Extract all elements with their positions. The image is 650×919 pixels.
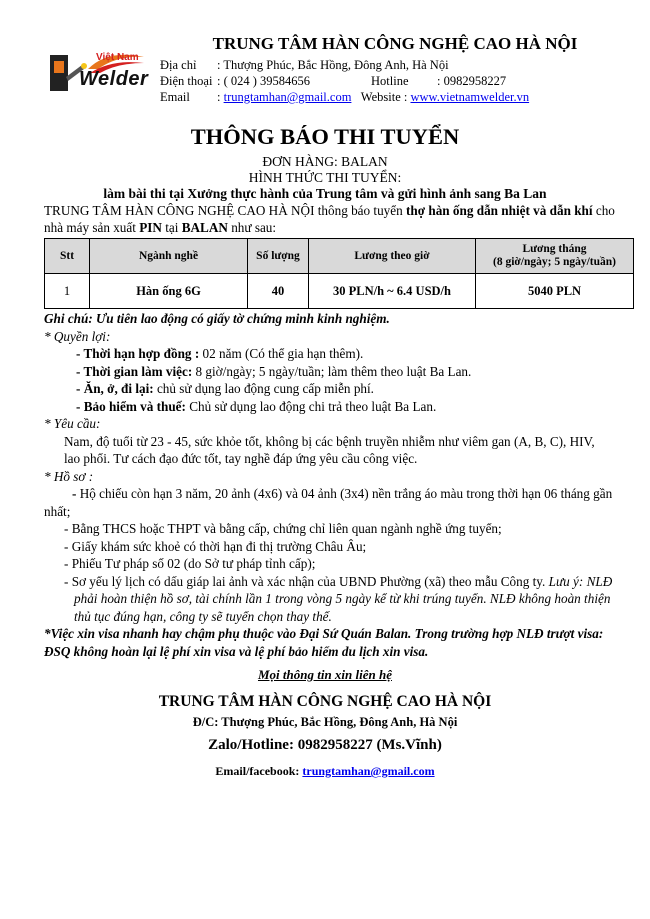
- requirements-line-1: Nam, độ tuổi từ 23 - 45, sức khỏe tốt, không bị các bệnh truyền nhiễm như viêm gan (A, B, C), HIV,: [64, 433, 595, 449]
- doc-dash: -: [72, 486, 80, 501]
- contact-heading: Mọi thông tin xin liên hệ: [257, 667, 392, 682]
- header-org-name: TRUNG TÂM HÀN CÔNG NGHỆ CAO HÀ NỘI: [212, 34, 578, 53]
- doc-passport-line-1: [44, 485, 634, 503]
- right-label: - Thời hạn hợp đồng :: [76, 346, 200, 361]
- intro-text-4: như sau:: [227, 220, 277, 235]
- hotline-value: : 0982958227: [437, 74, 507, 88]
- intro-text-3: tại: [161, 220, 182, 235]
- intro-text-1: TRUNG TÂM HÀN CÔNG NGHỆ CAO HÀ NỘI thông báo tuyển: [44, 203, 407, 218]
- doc-passport-line-2: nhất;: [44, 503, 71, 519]
- order-line: ĐƠN HÀNG: BALAN: [262, 154, 388, 169]
- col-header-job: Ngành nghề: [90, 239, 248, 274]
- email-label: Email: [160, 90, 190, 104]
- visa-line-2: ĐSQ không hoàn lại lệ phí xin visa và lệ phí bảo hiểm du lịch xin visa.: [44, 643, 429, 659]
- col-header-qty: Số lượng: [248, 239, 309, 274]
- monthly-header-title: Lương tháng: [522, 243, 587, 255]
- doc-cv-text: - Sơ yếu lý lịch có dấu giáp lai ảnh và xác nhận của UBND Phường (xã) theo mẫu Công ty.: [64, 573, 549, 589]
- right-label: - Ăn, ở, đi lại:: [76, 381, 154, 396]
- requirements-heading: * Yêu cầu:: [44, 416, 101, 431]
- header-address: [160, 57, 449, 73]
- cell-job: Hàn ống 6G: [90, 274, 248, 309]
- email-colon: :: [217, 90, 221, 104]
- form-label: HÌNH THỨC THI TUYỂN:: [248, 170, 402, 185]
- header-email: [160, 89, 529, 105]
- table-header-row: [45, 239, 634, 274]
- doc-health: - Giấy khám sức khoẻ có thời hạn đi thị trường Châu Âu;: [64, 538, 367, 554]
- monthly-header-sub: (8 giờ/ngày; 5 ngày/tuần): [493, 256, 616, 268]
- phone-value: : ( 024 ) 39584656: [217, 74, 311, 88]
- intro-paragraph: [44, 202, 634, 236]
- doc-judicial: - Phiếu Tư pháp số 02 (do Sở tư pháp tỉnh cấp);: [64, 556, 316, 571]
- email-link[interactable]: trungtamhan@gmail.com: [223, 90, 352, 104]
- logo-text-top: Việt Nam: [96, 52, 139, 63]
- footer-email-label: Email/facebook:: [215, 764, 303, 778]
- doc-cv-line-3: thủ tục đúng hạn, công ty sẽ tuyển chọn thay thế.: [74, 608, 332, 624]
- right-hours: [44, 363, 634, 381]
- right-text: chủ sử dụng lao động cung cấp miễn phí.: [153, 381, 374, 396]
- header-phone: [160, 73, 506, 89]
- job-table: [44, 238, 634, 309]
- footer-address: Đ/C: Thượng Phúc, Bắc Hồng, Đông Anh, Hà Nội: [192, 715, 458, 729]
- right-text: 02 năm (Có thể gia hạn thêm).: [199, 346, 364, 361]
- doc-cv-line-1: [44, 573, 634, 591]
- cell-monthly: 5040 PLN: [476, 274, 634, 309]
- intro-product: PIN: [139, 220, 162, 235]
- cell-qty: 40: [248, 274, 309, 309]
- doc-cv-note: Lưu ý: NLĐ: [548, 573, 613, 589]
- right-insurance: [44, 398, 634, 416]
- intro-job: thợ hàn ống dẫn nhiệt và dẫn khí: [406, 203, 593, 218]
- footer-email: [0, 764, 650, 779]
- rights-heading: * Quyền lợi:: [44, 328, 111, 344]
- note-line: Ghi chú: Ưu tiên lao động có giấy tờ chứng minh kinh nghiệm.: [44, 311, 390, 326]
- doc-cv-line-2: phải hoàn thiện hồ sơ, tài chính lần 1 trong vòng 5 ngày kể từ khi trúng tuyển. NLĐ không hoàn thiện: [74, 591, 611, 606]
- address-label: Địa chỉ: [160, 58, 197, 72]
- notice-title: THÔNG BÁO THI TUYỂN: [190, 124, 460, 149]
- footer-zalo: Zalo/Hotline: 0982958227 (Ms.Vĩnh): [208, 737, 442, 753]
- logo-text-bottom: Welder: [79, 68, 149, 90]
- details-section: [44, 310, 634, 660]
- documents-heading: * Hồ sơ :: [44, 468, 94, 484]
- table-row: [45, 274, 634, 309]
- cell-hourly: 30 PLN/h ~ 6.4 USD/h: [309, 274, 476, 309]
- right-living: [44, 380, 634, 398]
- hotline-label: Hotline: [371, 74, 409, 88]
- visa-line-1: *Việc xin visa nhanh hay chậm phụ thuộc vào Đại Sứ Quán Balan. Trong trường hợp NLĐ trượt visa:: [44, 626, 604, 641]
- intro-country: BALAN: [181, 220, 228, 235]
- cell-stt: 1: [45, 274, 90, 309]
- right-contract: [44, 345, 634, 363]
- footer-email-link[interactable]: trungtamhan@gmail.com: [302, 764, 435, 778]
- col-header-stt: Stt: [45, 239, 90, 274]
- col-header-monthly: [476, 239, 634, 274]
- right-label: - Thời gian làm việc:: [76, 363, 193, 379]
- right-label: - Bảo hiểm và thuế:: [76, 398, 186, 414]
- footer-org-name: TRUNG TÂM HÀN CÔNG NGHỆ CAO HÀ NỘI: [158, 693, 492, 710]
- doc-passport-text: Hộ chiếu còn hạn 3 năm, 20 ảnh (4x6) và 04 ảnh (3x4) nền trắng áo màu trong thời hạn 06 tháng gần: [79, 486, 613, 501]
- address-value: : Thượng Phúc, Bắc Hồng, Đông Anh, Hà Nội: [217, 58, 449, 72]
- col-header-hourly: Lương theo giờ: [309, 239, 476, 274]
- right-text: 8 giờ/ngày; 5 ngày/tuần; làm thêm theo luật Ba Lan.: [192, 363, 472, 379]
- doc-diploma: - Bằng THCS hoặc THPT và bằng cấp, chứng chỉ liên quan ngành nghề ứng tuyển;: [64, 521, 502, 536]
- phone-label: Điện thoại: [160, 74, 213, 88]
- website-label: Website :: [360, 90, 408, 104]
- form-value: làm bài thi tại Xưởng thực hành của Trung tâm và gửi hình ảnh sang Ba Lan: [103, 186, 547, 201]
- intro-text-2: cho nhà máy sản xuất: [44, 203, 615, 235]
- right-text: Chủ sử dụng lao động chi trả theo luật Ba Lan.: [185, 398, 437, 414]
- requirements-line-2: lao phổi. Tư cách đạo đức tốt, tay nghề đáp ứng yêu cầu công việc.: [64, 451, 418, 466]
- website-link[interactable]: www.vietnamwelder.vn: [410, 90, 530, 104]
